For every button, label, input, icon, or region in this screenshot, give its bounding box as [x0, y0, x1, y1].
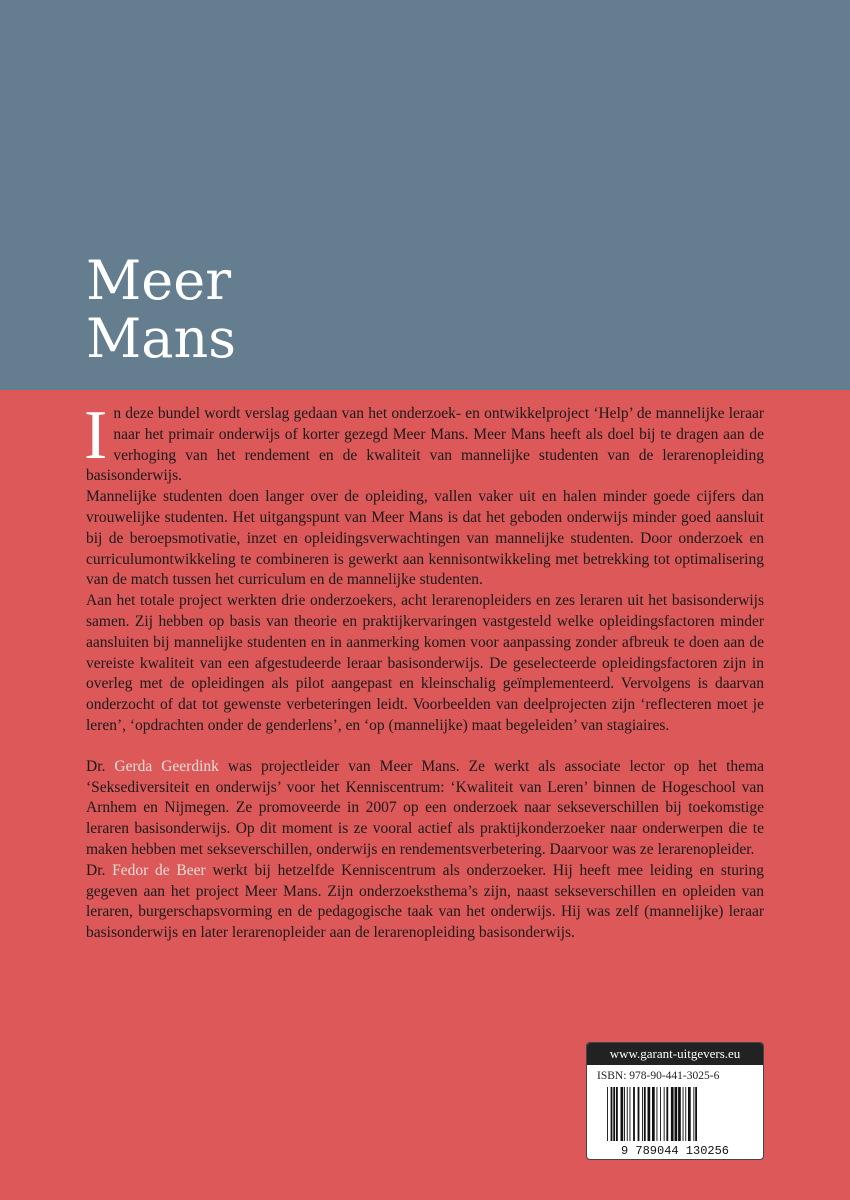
barcode-box [586, 1042, 764, 1160]
barcode-icon [595, 1085, 755, 1157]
barcode-bar [695, 1087, 697, 1141]
barcode-bar [611, 1087, 613, 1141]
barcode-bar [630, 1087, 631, 1141]
author-bio: Dr. Fedor de Beer werkt bij hetzelfde Kenniscentrum als onderzoeker. Hij heeft mee leiding en sturing gegeven aan het project Meer Mans. Zijn onderzoeksthema’s zijn, naast sekseverschillen en opleiden van leraren, burgerschapsvorming en de pedagogische taak van het onderwijs. Hij was zelf (mannelijke) leraar basisonderwijs en later lerarenopleider aan de lerarenopleiding basisonderwijs. [86, 861, 764, 942]
barcode-bar [671, 1087, 674, 1141]
publisher-url: www.garant-uitgevers.eu [587, 1043, 763, 1065]
barcode-bar [624, 1087, 625, 1141]
barcode-bar [683, 1087, 684, 1141]
barcode-bar [616, 1087, 618, 1141]
author-name: Gerda Geerdink [114, 757, 219, 775]
barcode-bar [675, 1087, 678, 1141]
barcode-bar [633, 1087, 635, 1141]
barcode-bar [693, 1087, 694, 1141]
back-cover-text [84, 397, 765, 944]
barcode-bar [666, 1087, 668, 1141]
isbn-label: ISBN: 978-90-441-3025-6 [597, 1070, 720, 1082]
intro-paragraph: In deze bundel wordt verslag gedaan van het onderzoek- en ontwikkelproject ‘Help’ de mannelijke leraar naar het primair onderwijs of korter gezegd Meer Mans. Meer Mans heeft als doel bij te dragen aan de verhoging van het rendement en de kwaliteit van mannelijke studenten van de lerarenopleiding basisonderwijs. [84, 397, 764, 485]
intro-paragraph: Aan het totale project werkten drie onderzoekers, acht lerarenopleiders en zes leraren uit het basisonderwijs samen. Zij hebben op basis van theorie en praktijkervaringen vastgesteld welke opleidingsfactoren minder aansluiten bij mannelijke studenten en in aanmerking komen voor aanpassing zonder afbreuk te doen aan de vereiste kwaliteit van een afgestudeerde leraar basisonderwijs. De geselecteerde opleidingsfactoren zijn in overleg met de opleidingen als pilot aangepast en kleinschalig geïmplementeerd. Vervolgens is daarvan onderzocht of dat tot gewenste verbeteringen leidt. Voorbeelden van deelprojecten zijn ‘reflecteren moet je leren’, ‘opdrachten onder de genderlens’, en ‘op (mannelijke) maat begeleiden’ van stagiaires. [86, 592, 764, 734]
barcode-bar [664, 1087, 665, 1141]
barcode-bar [642, 1087, 643, 1141]
book-title [86, 249, 236, 370]
intro-paragraph: Mannelijke studenten doen langer over de opleiding, vallen vaker uit en halen minder goede cijfers dan vrouwelijke studenten. Het uitgangspunt van Meer Mans is dat het geboden onderwijs minder goed aansluit bij de beroepsmotivatie, inzet en opleidingsverwachtingen van mannelijke studenten. Door onderzoek en curriculumontwikkeling te combineren is gewerkt aan kennisontwikkeling met betrekking tot optimalisering van de match tussen het curriculum en de mannelijke studenten. [86, 488, 764, 589]
barcode-bar [644, 1087, 646, 1141]
barcode-bar [652, 1087, 655, 1141]
barcode-bar [688, 1087, 691, 1141]
barcode-bar [685, 1087, 686, 1141]
barcode-bar [657, 1087, 658, 1141]
barcode-bar [627, 1087, 628, 1141]
barcode-bar [648, 1087, 651, 1141]
barcode-bar [638, 1087, 640, 1141]
barcode-bar [613, 1087, 615, 1141]
barcode-bar [607, 1087, 608, 1141]
title-line-2: Mans [86, 307, 236, 370]
barcode-bar [621, 1087, 624, 1141]
author-name: Fedor de Beer [112, 861, 206, 879]
drop-cap: I [84, 397, 108, 474]
author-bio: Dr. Gerda Geerdink was projectleider van Meer Mans. Ze werkt als associate lector op het thema ‘Seksediversiteit en onderwijs’ voor het Kenniscentrum: ‘Kwaliteit van Leren’ binnen de Hogeschool van Arnhem en Nijmegen. Ze promoveerde in 2007 op een onderzoek naar sekseverschillen bij toekomstige leraren basisonderwijs. Op dit moment is ze vooral actief als praktijkonderzoeker naar onderwerpen die te maken hebben met sekseverschillen, onderwijs en rendementsverbetering. Daarvoor was ze lerarenopleider. [86, 757, 765, 858]
title-line-1: Meer [86, 249, 232, 312]
barcode-digits: 9 789044 130256 [620, 1144, 730, 1157]
barcode-bar [660, 1087, 661, 1141]
barcode-bar [678, 1087, 681, 1141]
